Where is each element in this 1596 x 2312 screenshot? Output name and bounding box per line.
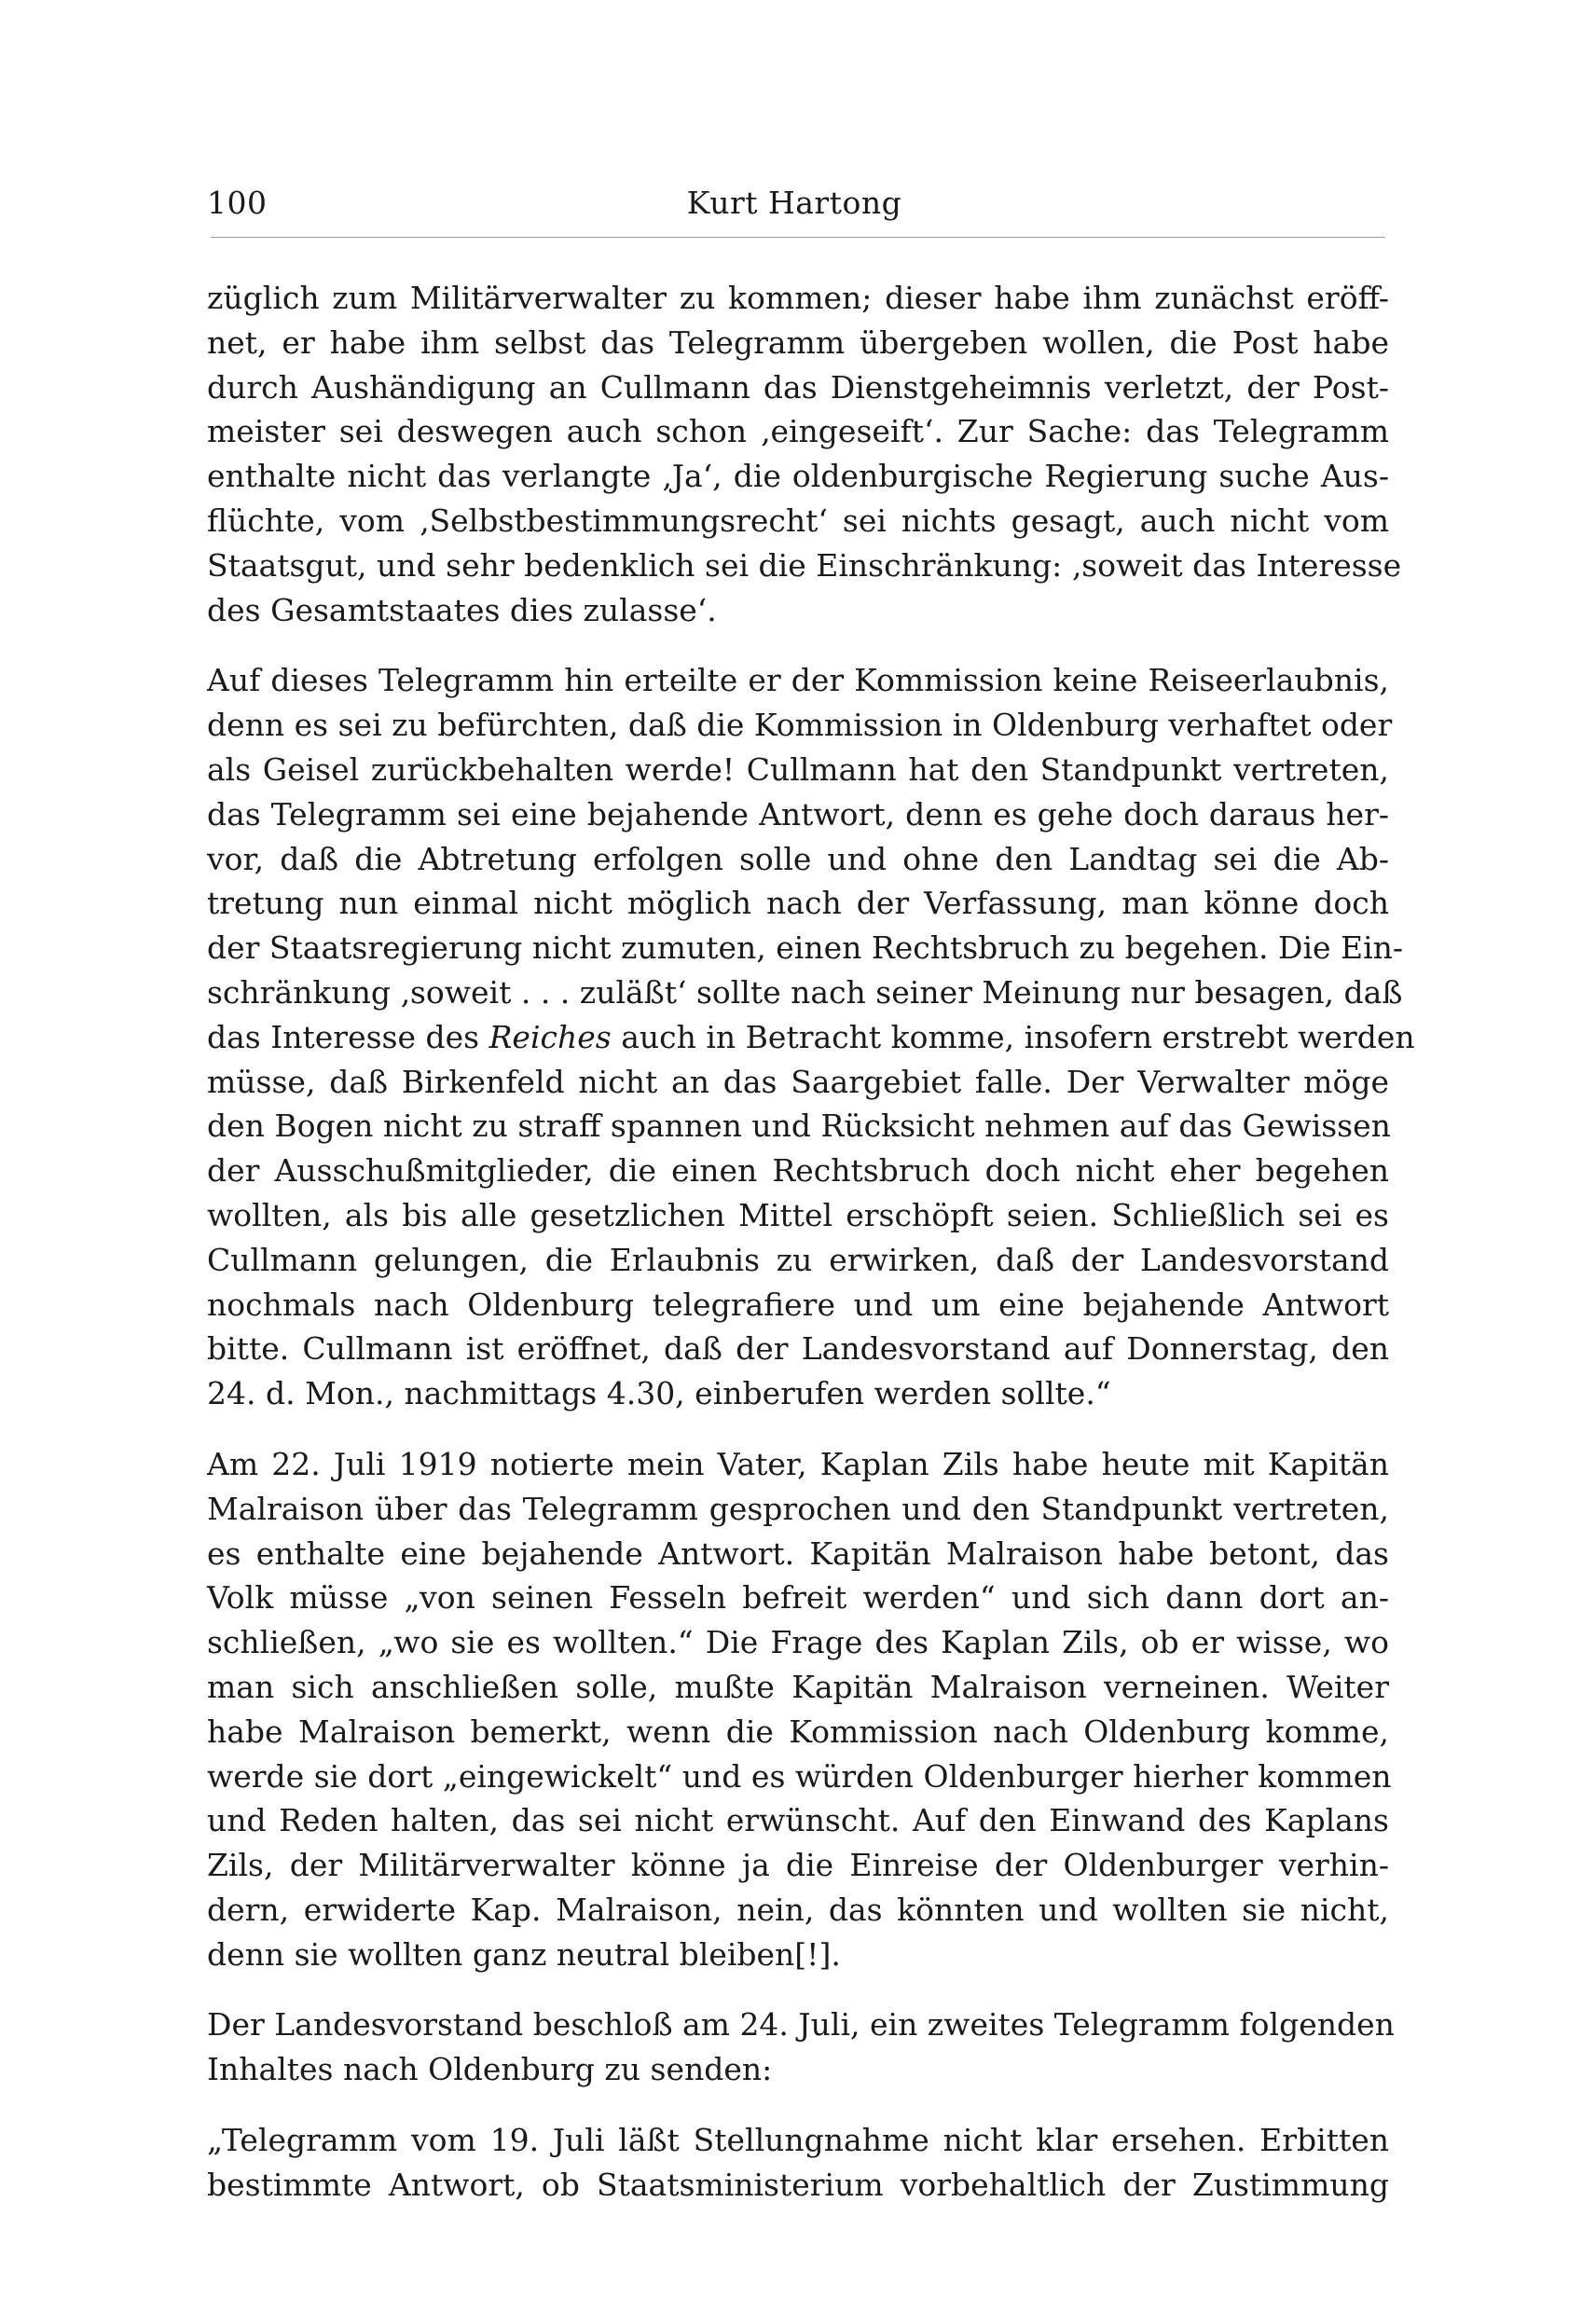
text-line: denn es sei zu befürchten, daß die Kommission in Oldenburg verhaftet oder: [207, 707, 1393, 744]
running-head: Kurt Hartong: [686, 185, 902, 221]
text-line: Cullmann gelungen, die Erlaubnis zu erwirken, daß der Landesvorstand: [207, 1241, 1389, 1278]
text-line: wollten, als bis alle gesetzlichen Mittel erschöpft seien. Schließlich sei es: [207, 1196, 1389, 1233]
paragraph-2: [207, 658, 1415, 1416]
text-line: Der Landesvorstand beschloß am 24. Juli, ein zweites Telegramm folgenden: [207, 2006, 1395, 2044]
text-line: Malraison über das Telegramm gesprochen und den Standpunkt vertreten,: [207, 1490, 1389, 1527]
body-text: [207, 276, 1415, 2234]
text-line: der Staatsregierung nicht zumuten, einen Rechtsbruch zu begehen. Die Ein-: [207, 929, 1404, 967]
text-line: 24. d. Mon., nachmittags 4.30, einberufen werden sollte.“: [207, 1375, 1111, 1412]
text-line: denn sie wollten ganz neutral bleiben[!].: [207, 1935, 841, 1973]
text-line: durch Aushändigung an Cullmann das Dienstgeheimnis verletzt, der Post-: [207, 368, 1389, 406]
text-line: werde sie dort „eingewickelt“ und es würden Oldenburger hierher kommen: [207, 1757, 1392, 1795]
text-line: der Ausschußmitglieder, die einen Rechtsbruch doch nicht eher begehen: [207, 1152, 1389, 1190]
paragraph-3: [207, 1442, 1392, 1977]
text-line: als Geisel zurückbehalten werde! Cullmann hat den Standpunkt vertreten,: [207, 750, 1389, 788]
text-line: schränkung ‚soweit . . . zuläßt‘ sollte nach seiner Meinung nur besagen, daß: [207, 973, 1403, 1011]
text-line: Staatsgut, und sehr bedenklich sei die Einschränkung: ‚soweit das Interesse: [207, 546, 1402, 584]
emphasized-word: Reiches: [488, 1018, 612, 1055]
text-line: meister sei deswegen auch schon ‚eingeseift‘. Zur Sache: das Telegramm: [207, 413, 1389, 450]
text-line: Zils, der Militärverwalter könne ja die Einreise der Oldenburger verhin-: [207, 1847, 1389, 1884]
text-line: nochmals nach Oldenburg telegrafiere und um eine bejahende Antwort: [207, 1286, 1389, 1323]
text-line: Am 22. Juli 1919 notierte mein Vater, Kaplan Zils habe heute mit Kapitän: [207, 1445, 1389, 1482]
text-line: und Reden halten, das sei nicht erwünscht. Auf den Einwand des Kaplans: [207, 1802, 1389, 1839]
paragraph-5: [207, 2118, 1389, 2208]
text-line: bitte. Cullmann ist eröffnet, daß der Landesvorstand auf Donnerstag, den: [207, 1330, 1389, 1368]
text-line: des Gesamtstaates dies zulasse‘.: [207, 591, 717, 628]
text-line: Volk müsse „von seinen Fesseln befreit werden“ und sich dann dort an-: [207, 1579, 1389, 1617]
paragraph-4: [207, 2002, 1395, 2092]
paragraph-1: [207, 276, 1402, 632]
text-line: das Telegramm sei eine bejahende Antwort, denn es gehe doch daraus her-: [207, 795, 1389, 833]
text-line: müsse, daß Birkenfeld nicht an das Saargebiet falle. Der Verwalter möge: [207, 1063, 1389, 1100]
text-line: vor, daß die Abtretung erfolgen solle und ohne den Landtag sei die Ab-: [207, 840, 1389, 877]
text-line: „Telegramm vom 19. Juli läßt Stellungnahme nicht klar ersehen. Erbitten: [207, 2122, 1389, 2159]
text-line: Auf dieses Telegramm hin erteilte er der Kommission keine Reiseerlaubnis,: [207, 662, 1389, 699]
page-number: 100: [207, 185, 268, 221]
text-line: man sich anschließen solle, mußte Kapitän Malraison verneinen. Weiter: [207, 1668, 1389, 1705]
text-line: bestimmte Antwort, ob Staatsministerium vorbehaltlich der Zustimmung: [207, 2166, 1389, 2203]
text-line: es enthalte eine bejahende Antwort. Kapitän Malraison habe betont, das: [207, 1534, 1389, 1572]
text-line: das Interesse des Reiches auch in Betracht komme, insofern erstrebt werden: [207, 1018, 1415, 1055]
text-line: Inhaltes nach Oldenburg zu senden:: [207, 2051, 773, 2088]
text-line: net, er habe ihm selbst das Telegramm übergeben wollen, die Post habe: [207, 323, 1389, 361]
page-header: [207, 185, 1382, 241]
text-line: den Bogen nicht zu straff spannen und Rücksicht nehmen auf das Gewissen: [207, 1108, 1391, 1145]
text-line: habe Malraison bemerkt, wenn die Kommission nach Oldenburg komme,: [207, 1713, 1389, 1750]
text-line: tretung nun einmal nicht möglich nach der Verfassung, man könne doch: [207, 885, 1389, 922]
text-line: züglich zum Militärverwalter zu kommen; dieser habe ihm zunächst eröff-: [207, 280, 1389, 316]
text-line: flüchte, vom ‚Selbstbestimmungsrecht‘ sei nichts gesagt, auch nicht vom: [207, 502, 1389, 539]
text-line: enthalte nicht das verlangte ‚Ja‘, die oldenburgische Regierung suche Aus-: [207, 458, 1389, 495]
text-line: dern, erwiderte Kap. Malraison, nein, das könnten und wollten sie nicht,: [207, 1891, 1389, 1928]
header-rule: [211, 237, 1385, 238]
text-line: schließen, „wo sie es wollten.“ Die Frage des Kaplan Zils, ob er wisse, wo: [207, 1624, 1389, 1661]
